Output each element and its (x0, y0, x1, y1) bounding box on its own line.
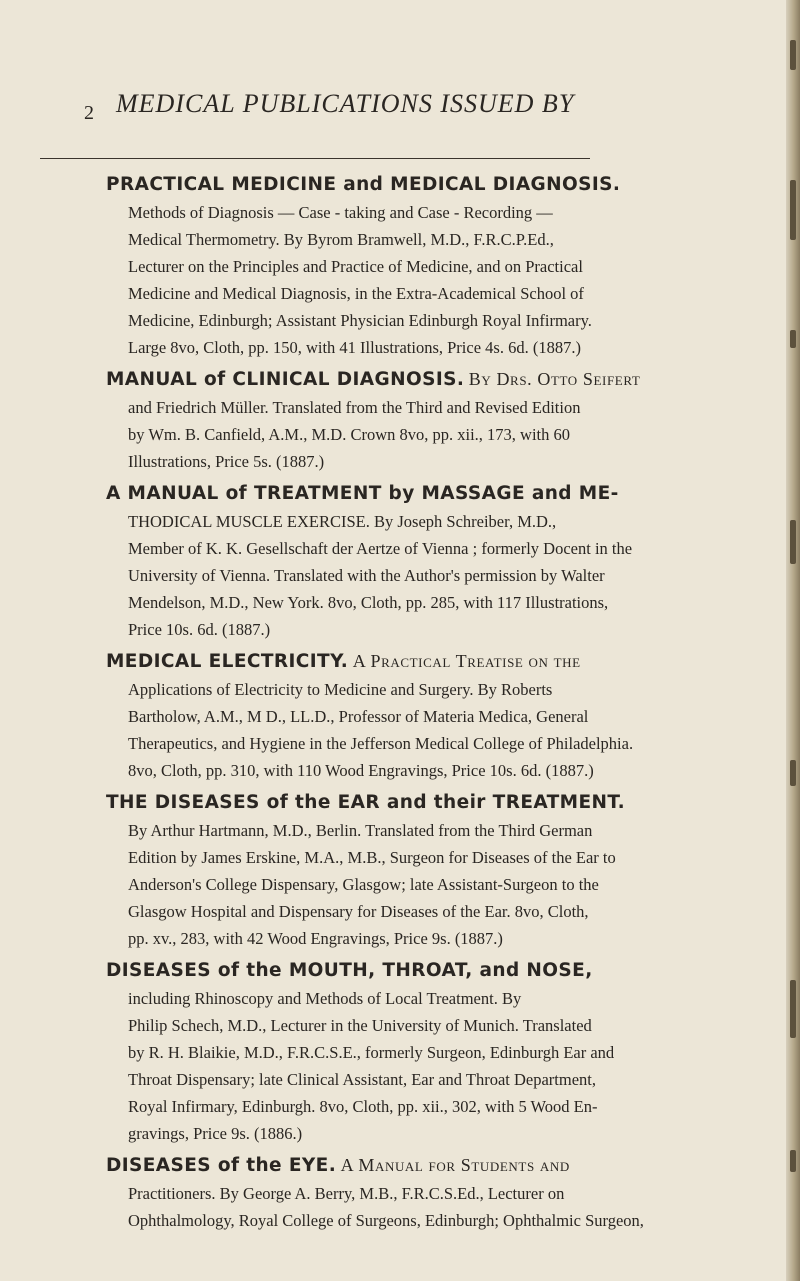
entry-text-line: gravings, Price 9s. (1886.) (128, 1124, 303, 1143)
publication-entry (106, 365, 764, 475)
entry-title: MEDICAL ELECTRICITY. (106, 651, 349, 672)
entry-text-line: Edition by James Erskine, M.A., M.B., Surgeon for Diseases of the Ear to (128, 848, 616, 867)
entry-title: DISEASES of the MOUTH, THROAT, and NOSE, (106, 960, 593, 981)
entry-text-line: Glasgow Hospital and Dispensary for Diseases of the Ear. 8vo, Cloth, (128, 902, 589, 921)
entry-text-line: and Friedrich Müller. Translated from the Third and Revised Edition (128, 398, 581, 417)
page-header (84, 86, 756, 124)
entry-title: PRACTICAL MEDICINE and MEDICAL DIAGNOSIS. (106, 174, 621, 195)
entry-text-line: Practitioners. By George A. Berry, M.B., F.R.C.S.Ed., Lecturer on (128, 1184, 565, 1203)
entry-text-line: Illustrations, Price 5s. (1887.) (128, 452, 325, 471)
entry-text-line: Price 10s. 6d. (1887.) (128, 620, 271, 639)
entry-text-line: Mendelson, M.D., New York. 8vo, Cloth, pp. 285, with 117 Illustrations, (128, 593, 609, 612)
entry-text-line: Medicine, Edinburgh; Assistant Physician Edinburgh Royal Infirmary. (128, 311, 592, 330)
entry-text-line: University of Vienna. Translated with the Author's permission by Walter (128, 566, 605, 585)
entry-text-line: Medical Thermometry. By Byrom Bramwell, M.D., F.R.C.P.Ed., (128, 230, 554, 249)
entry-text-line: Methods of Diagnosis — Case - taking and Case - Recording — (128, 203, 553, 222)
entry-heading (106, 365, 764, 394)
entry-title: MANUAL of CLINICAL DIAGNOSIS. (106, 369, 465, 390)
entry-text-line: Medicine and Medical Diagnosis, in the Extra-Academical School of (128, 284, 584, 303)
publication-entry (106, 788, 764, 952)
entry-text-line: Therapeutics, and Hygiene in the Jefferson Medical College of Philadelphia. (128, 734, 634, 753)
publication-entry (106, 647, 764, 784)
entry-heading (106, 788, 764, 817)
entry-text-line: Lecturer on the Principles and Practice of Medicine, and on Practical (128, 257, 583, 276)
entry-text-line: 8vo, Cloth, pp. 310, with 110 Wood Engravings, Price 10s. 6d. (1887.) (128, 761, 594, 780)
entry-text-line: pp. xv., 283, with 42 Wood Engravings, Price 9s. (1887.) (128, 929, 503, 948)
publication-entry (106, 1151, 764, 1234)
publication-entry (106, 170, 764, 361)
entry-text-line: Bartholow, A.M., M D., LL.D., Professor of Materia Medica, General (128, 707, 589, 726)
entry-text-line: Throat Dispensary; late Clinical Assistant, Ear and Throat Department, (128, 1070, 596, 1089)
entry-heading (106, 1151, 764, 1180)
entry-text-line: by R. H. Blaikie, M.D., F.R.C.S.E., formerly Surgeon, Edinburgh Ear and (128, 1043, 615, 1062)
entry-title: A MANUAL of TREATMENT by MASSAGE and ME- (106, 483, 619, 504)
entry-heading-continuation: A Practical Treatise on the (352, 651, 581, 671)
entry-heading-continuation: By Drs. Otto Seifert (468, 369, 641, 389)
entry-text-line: Ophthalmology, Royal College of Surgeons, Edinburgh; Ophthalmic Surgeon, (128, 1211, 644, 1230)
entry-text-line: By Arthur Hartmann, M.D., Berlin. Translated from the Third German (128, 821, 593, 840)
entry-text-line: Anderson's College Dispensary, Glasgow; late Assistant-Surgeon to the (128, 875, 599, 894)
entry-text-line: including Rhinoscopy and Methods of Local Treatment. By (128, 989, 522, 1008)
publication-entry (106, 479, 764, 643)
entry-text-line: Applications of Electricity to Medicine and Surgery. By Roberts (128, 680, 553, 699)
entry-text-line: by Wm. B. Canfield, A.M., M.D. Crown 8vo, pp. xii., 173, with 60 (128, 425, 570, 444)
entry-heading (106, 170, 764, 199)
publication-entry (106, 956, 764, 1147)
entry-text-line: Member of K. K. Gesellschaft der Aertze of Vienna ; formerly Docent in the (128, 539, 633, 558)
entry-heading-continuation: A Manual for Students and (340, 1155, 570, 1175)
entry-heading (106, 647, 764, 676)
entry-text-line: Royal Infirmary, Edinburgh. 8vo, Cloth, pp. xii., 302, with 5 Wood En- (128, 1097, 598, 1116)
page-number: 2 (84, 102, 94, 124)
running-head: MEDICAL PUBLICATIONS ISSUED BY (116, 89, 575, 118)
entry-heading (106, 956, 764, 985)
entry-text-line: THODICAL MUSCLE EXERCISE. By Joseph Schreiber, M.D., (128, 512, 557, 531)
page-edge (786, 0, 800, 1281)
publication-list (106, 170, 764, 1238)
entry-text-line: Philip Schech, M.D., Lecturer in the University of Munich. Translated (128, 1016, 592, 1035)
entry-heading (106, 479, 764, 508)
header-rule (40, 158, 590, 159)
entry-title: DISEASES of the EYE. (106, 1155, 337, 1176)
entry-text-line: Large 8vo, Cloth, pp. 150, with 41 Illustrations, Price 4s. 6d. (1887.) (128, 338, 581, 357)
entry-title: THE DISEASES of the EAR and their TREATMENT. (106, 792, 626, 813)
